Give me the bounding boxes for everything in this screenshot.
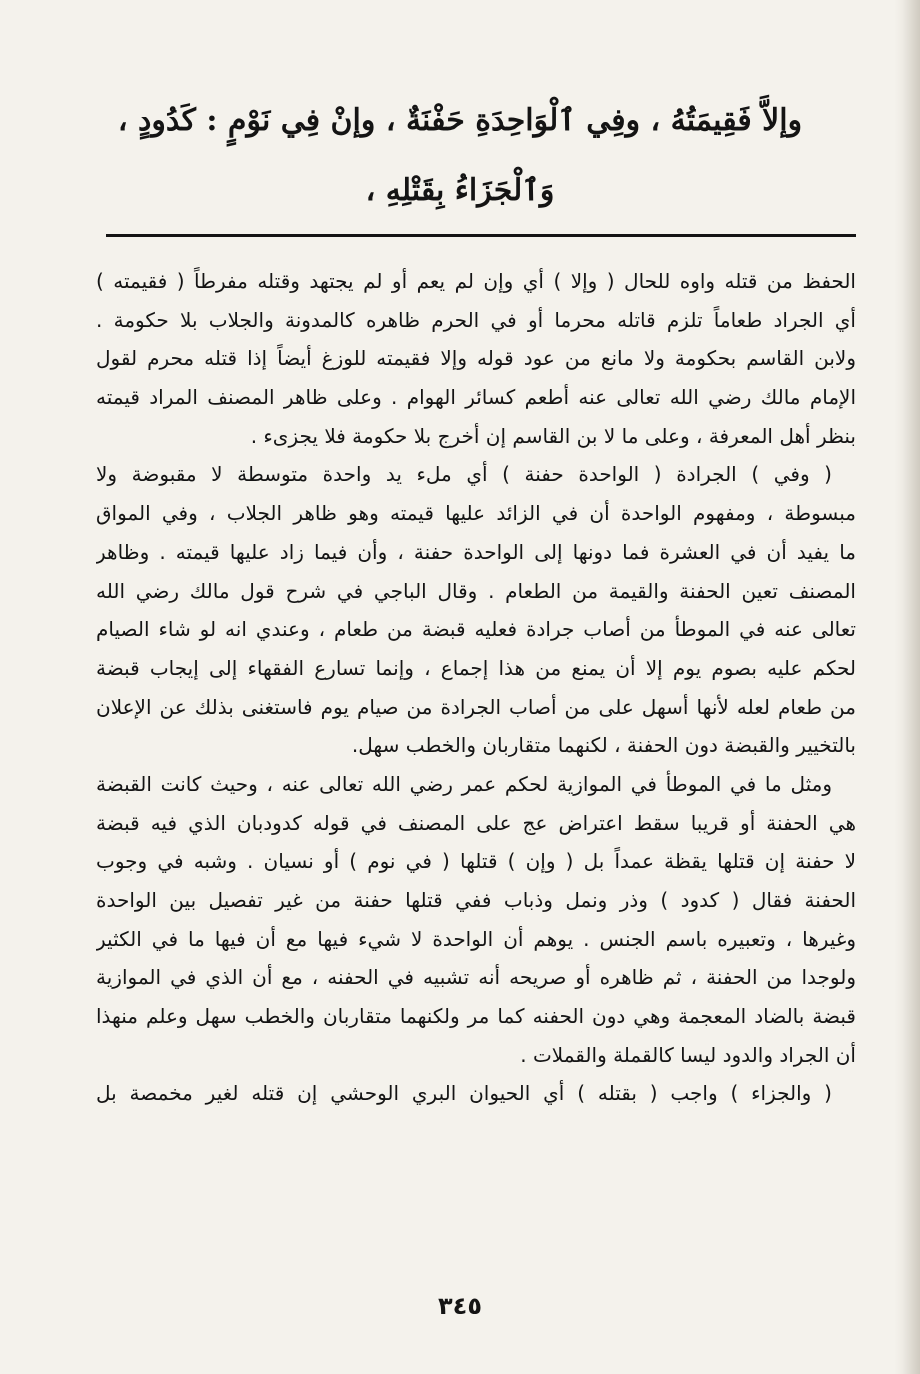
separator-rule: [106, 234, 856, 237]
commentary-line: أن الجراد والدود ليسا كالقملة والقملات .: [520, 1042, 856, 1067]
commentary-line: وغيرها ، وتعبيره باسم الجنس . يوهم أن الواحدة لا شيء فيها مع أن فيها ما في الكثير: [96, 926, 856, 951]
matn-line: وَٱلْجَزَاءُ بِقَتْلِهِ ،: [365, 173, 555, 208]
commentary-line: المصنف تعين الحفنة والقيمة من الطعام . وقال الباجي في شرح قول مالك رضي الله: [96, 578, 856, 603]
commentary-line: أي الجراد طعاماً تلزم قاتله محرما أو في الحرم ظاهره كالمدونة والجلاب بلا حكومة .: [96, 307, 856, 332]
commentary-line: الحفنة فقال ( كدود ) وذر ونمل وذباب ففي قتلها حفنة من غير تفصيل بين الواحدة: [96, 888, 856, 912]
commentary-line: ولوجدا من الحفنة ، ثم ظاهره أو صريحه أنه تشبيه في الحفنه ، مع أن الذي في الموازية: [96, 965, 856, 990]
commentary-line: ( وفي ) الجرادة ( الواحدة حفنة ) أي ملء يد واحدة متوسطة لا مقبوضة ولا: [96, 462, 832, 487]
commentary-line: لحكم عليه بصوم يوم إلا أن يمنع من هذا إجماع ، وإنما تسارع الفقهاء إلى إيجاب قبضة: [96, 655, 856, 680]
commentary-line: الإمام مالك رضي الله تعالى عنه أطعم كسائر الهوام . وعلى ظاهر المصنف المراد قيمته: [96, 385, 856, 410]
commentary-line: قبضة بالضاد المعجمة وهي دون الحفنه كما مر ولكنهما متقاربان والخطب سهل وعلم منهذا: [96, 1004, 856, 1029]
commentary-line: هي الحفنة أو قريبا سقط اعتراض عج على المصنف في قوله كدودبان الذي فيه قبضة: [96, 810, 856, 835]
commentary-line: ومثل ما في الموطأ في الموازية لحكم عمر رضي الله تعالى عنه ، وحيث كانت القبضة: [96, 771, 832, 796]
commentary-line: مبسوطة ، ومفهوم الواحدة أن في الزائد عليها قيمته وهو ظاهر الجلاب ، وفي المواق: [96, 501, 856, 526]
commentary-text: [96, 262, 856, 1113]
commentary-line: ما يفيد أن في العشرة فما دونها إلى الواحدة حفنة ، وأن فيما زاد عليها قيمته . وظاهر: [96, 539, 856, 564]
matn-text: [100, 86, 820, 226]
commentary-line: ( والجزاء ) واجب ( بقتله ) أي الحيوان البري الوحشي إن قتله لغير مخمصة بل: [96, 1081, 832, 1106]
commentary-line: بالتخيير والقبضة دون الحفنة ، لكنهما متقاربان والخطب سهل.: [351, 733, 856, 758]
commentary-line: تعالى عنه في الموطأ من أصاب جرادة فعليه قبضة من طعام ، وعندي انه لو شاء الصيام: [96, 617, 856, 642]
commentary-line: بنظر أهل المعرفة ، وعلى ما لا بن القاسم إن أخرج بلا حكومة فلا يجزىء .: [250, 423, 856, 448]
scan-edge-shadow: [894, 0, 920, 1374]
matn-line: وإلاَّ فَقِيمَتُهُ ، وفِي ٱلْوَاحِدَةِ حَفْنَةٌ ، وإنْ فِي نَوْمٍ : كَدُودٍ ،: [117, 103, 803, 138]
commentary-line: الحفظ من قتله واوه للحال ( وإلا ) أي وإن لم يعم أو لم يجتهد وقتله مفرطاً ( فقيمته ): [96, 269, 856, 293]
commentary-line: ولابن القاسم بحكومة ولا مانع من عود قوله وإلا فقيمته للوزغ أيضاً إذا قتله محرم لقول: [96, 346, 856, 371]
commentary-line: لا حفنة إن قتلها يقظة عمداً بل ( وإن ) قتلها ( في نوم ) أو نسيان . وشبه في وجوب: [96, 849, 856, 874]
page-number: ٣٤٥: [438, 1292, 482, 1320]
commentary-line: من طعام لعله لأنها أسهل على من أصاب الجرادة من صيام يوم فاستغنى بذلك عن الإعلان: [96, 694, 856, 719]
